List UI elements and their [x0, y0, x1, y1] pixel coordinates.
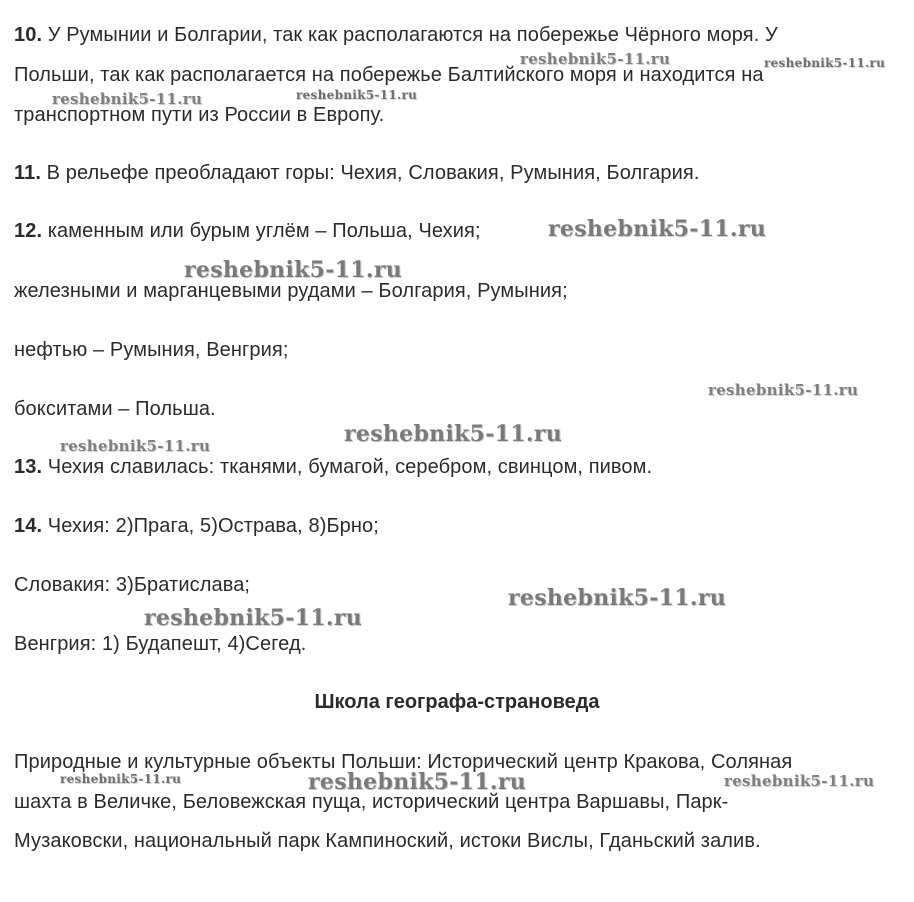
- watermark: reshebnik5-11.ru: [52, 90, 203, 108]
- answer-13-number: 13.: [14, 456, 43, 478]
- watermark: reshebnik5-11.ru: [308, 769, 527, 795]
- answer-10-number: 10.: [14, 24, 43, 46]
- answer-12-ores: железными и марганцевыми рудами – Болгария, Румыния;: [14, 280, 568, 302]
- answer-12-oil: нефтью – Румыния, Венгрия;: [14, 339, 289, 361]
- watermark: reshebnik5-11.ru: [548, 216, 767, 242]
- answer-14-hungary: Венгрия: 1) Будапешт, 4)Сегед.: [14, 633, 307, 655]
- answer-12-number: 12.: [14, 220, 43, 242]
- answer-10-line-2: Польши, так как располагается на побережье Балтийского моря и находится на: [14, 64, 764, 86]
- watermark: reshebnik5-11.ru: [708, 381, 859, 399]
- answer-14-slovakia: Словакия: 3)Братислава;: [14, 574, 251, 596]
- answer-11: 11. В рельефе преобладают горы: Чехия, Словакия, Румыния, Болгария.: [14, 162, 700, 184]
- watermark: reshebnik5-11.ru: [144, 605, 363, 631]
- answer-12: 12. каменным или бурым углём – Польша, Чехия;: [14, 220, 481, 242]
- answer-10-line-1: 10. У Румынии и Болгарии, так как располагаются на побережье Чёрного моря. У: [14, 24, 778, 46]
- answer-14-number: 14.: [14, 515, 43, 537]
- school-line-1: Природные и культурные объекты Польши: Исторический центр Кракова, Соляная: [14, 751, 793, 773]
- watermark: reshebnik5-11.ru: [724, 772, 875, 790]
- watermark: reshebnik5-11.ru: [184, 257, 403, 283]
- school-line-2: шахта в Величке, Беловежская пуща, исторический центра Варшавы, Парк-: [14, 791, 729, 813]
- watermark: reshebnik5-11.ru: [296, 88, 418, 102]
- watermark: reshebnik5-11.ru: [60, 437, 211, 455]
- watermark: reshebnik5-11.ru: [764, 56, 886, 70]
- watermark: reshebnik5-11.ru: [508, 585, 727, 611]
- answer-11-number: 11.: [14, 162, 41, 184]
- watermark: reshebnik5-11.ru: [60, 772, 182, 786]
- school-line-3: Музаковски, национальный парк Кампиноский, истоки Вислы, Гданьский залив.: [14, 830, 761, 852]
- answer-13: 13. Чехия славилась: тканями, бумагой, серебром, свинцом, пивом.: [14, 456, 653, 478]
- watermark: reshebnik5-11.ru: [520, 50, 671, 68]
- answer-14: 14. Чехия: 2)Прага, 5)Острава, 8)Брно;: [14, 515, 379, 537]
- answer-10-line-3: транспортном пути из России в Европу.: [14, 104, 385, 126]
- watermark: reshebnik5-11.ru: [344, 421, 563, 447]
- answer-12-bauxite: бокситами – Польша.: [14, 398, 216, 420]
- section-heading: Школа географа-страноведа: [314, 691, 600, 713]
